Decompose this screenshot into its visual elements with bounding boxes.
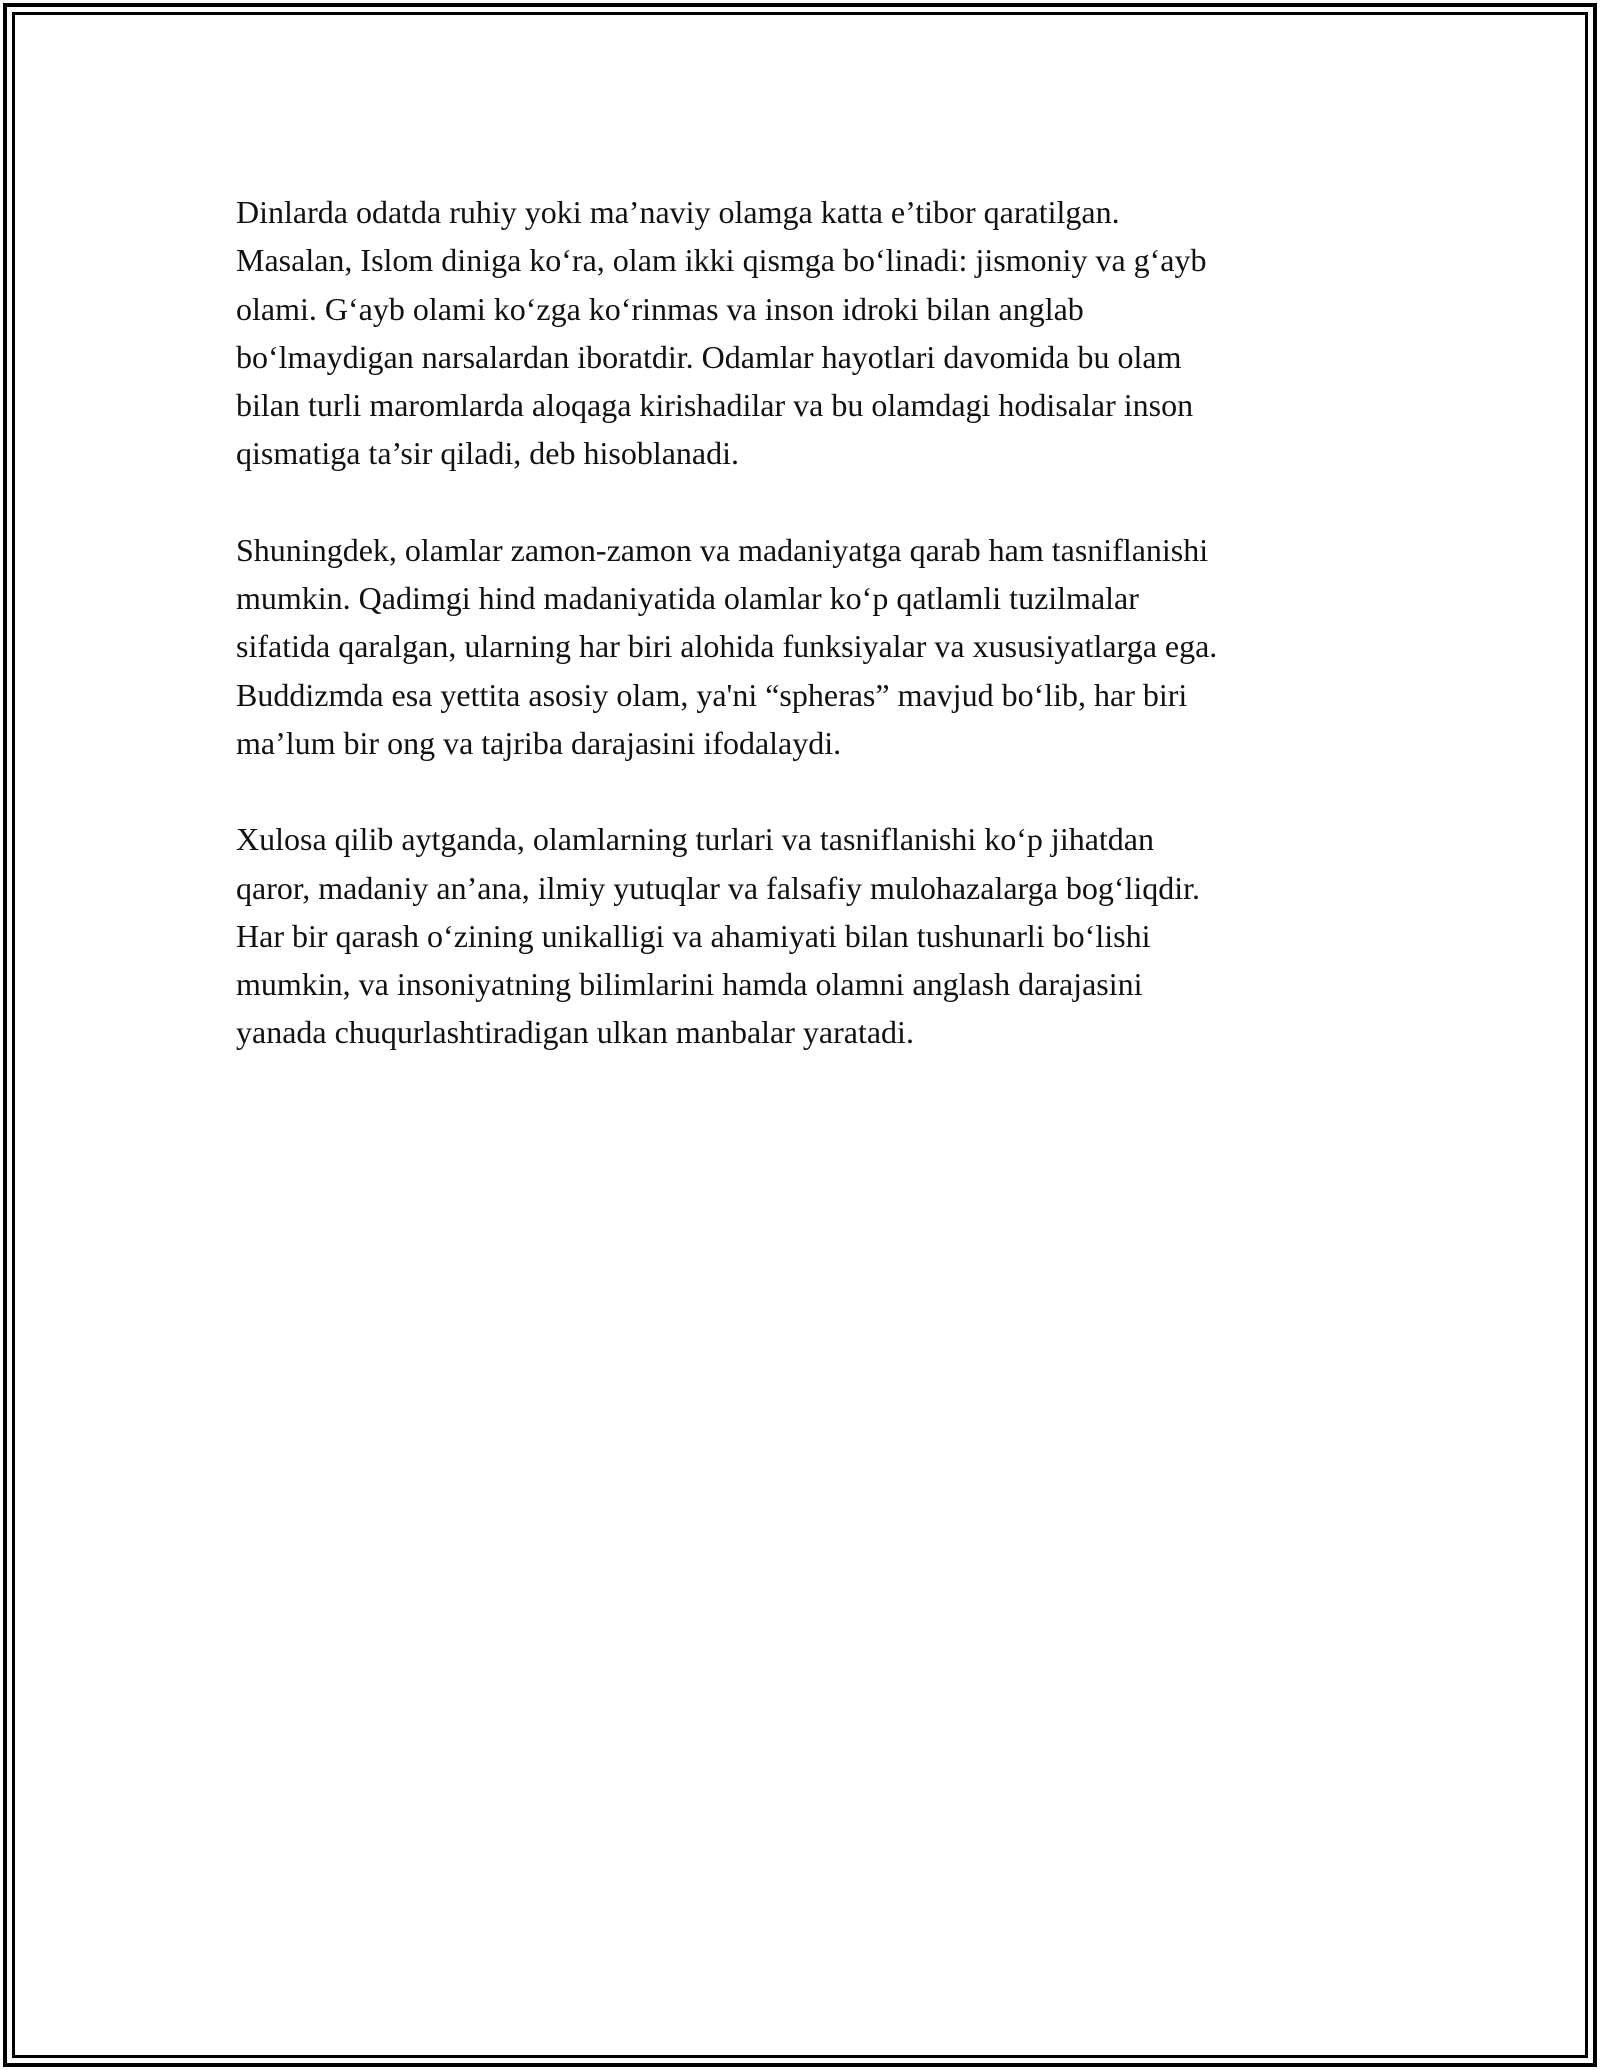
text-line: bilan turli maromlarda aloqaga kirishadilar va bu olamdagi hodisalar inson [236,387,1194,424]
text-line: Dinlarda odatda ruhiy yoki ma’naviy olamga katta e’tibor qaratilgan. [236,194,1120,230]
paragraph-3 [236,815,1376,1056]
document-body [236,188,1376,1105]
text-line: qaror, madaniy an’ana, ilmiy yutuqlar va falsafiy mulohazalarga bog‘liqdir. [236,869,1201,906]
text-line: Buddizmda esa yettita asosiy olam, ya'ni “spheras” mavjud bo‘lib, har biri [236,676,1188,713]
text-line: yanada chuqurlashtiradigan ulkan manbalar yaratadi. [236,1014,914,1051]
text-line: mumkin. Qadimgi hind madaniyatida olamlar ko‘p qatlamli tuzilmalar [236,580,1139,617]
text-line: qismatiga ta’sir qiladi, deb hisoblanadi. [236,435,740,472]
text-line: Masalan, Islom diniga ko‘ra, olam ikki qismga bo‘linadi: jismoniy va g‘ayb [236,242,1207,279]
text-line: olami. G‘ayb olami ko‘zga ko‘rinmas va inson idroki bilan anglab [236,290,1084,327]
text-line: mumkin, va insoniyatning bilimlarini hamda olamni anglash darajasini [236,966,1143,1003]
text-line: bo‘lmaydigan narsalardan iboratdir. Odamlar hayotlari davomida bu olam [236,338,1182,375]
text-line: Xulosa qilib aytganda, olamlarning turlari va tasniflanishi ko‘p jihatdan [236,821,1154,858]
text-line: sifatida qaralgan, ularning har biri alohida funksiyalar va xususiyatlarga ega. [236,628,1218,665]
paragraph-2 [236,526,1376,767]
text-line: Shuningdek, olamlar zamon-zamon va madaniyatga qarab ham tasniflanishi [236,531,1209,568]
paragraph-1 [236,188,1376,478]
text-line: Har bir qarash o‘zining unikalligi va ahamiyati bilan tushunarli bo‘lishi [236,917,1151,954]
text-line: ma’lum bir ong va tajriba darajasini ifodalaydi. [236,724,842,761]
